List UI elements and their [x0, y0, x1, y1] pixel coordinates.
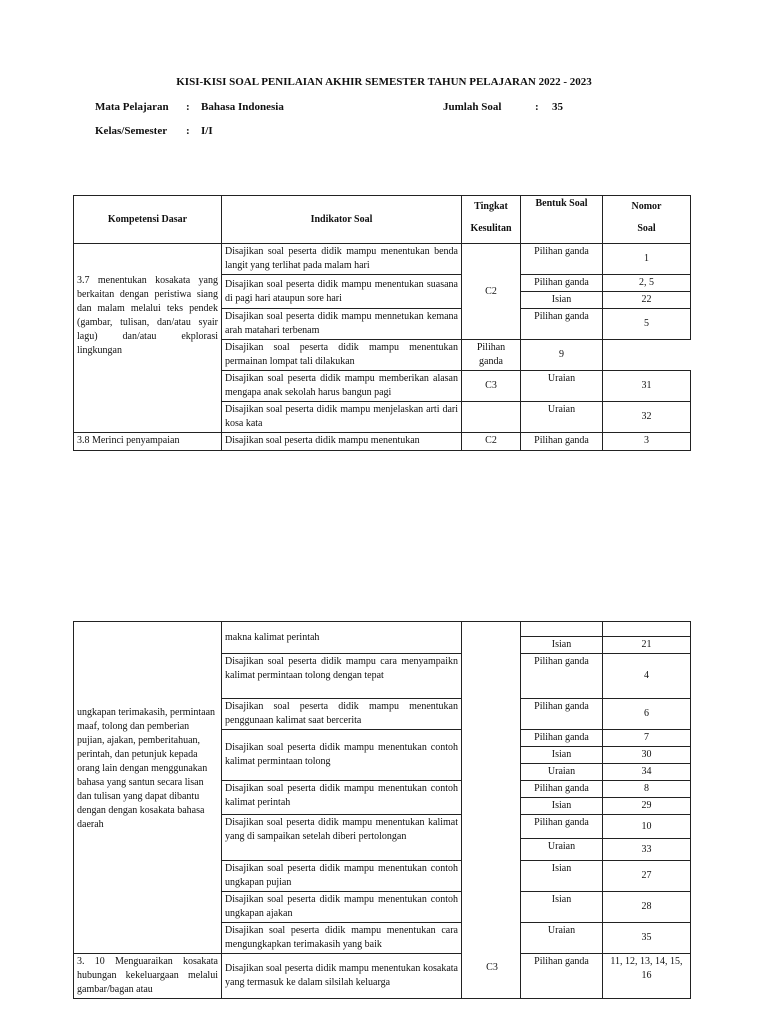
header-nomor: Nomor Soal [603, 196, 691, 244]
mapel-sep: : [186, 101, 190, 113]
nomor-cell: 35 [603, 923, 691, 954]
bentuk-cell: Isian [521, 637, 603, 654]
nomor-cell: 22 [603, 292, 691, 309]
nomor-cell: 10 [603, 815, 691, 839]
kd-3-8: 3.8 Merinci penyampaian [74, 433, 222, 451]
bentuk-cell: Isian [521, 892, 603, 923]
bentuk-cell: Pilihan ganda [521, 815, 603, 839]
indikator-cell: Disajikan soal peserta didik mampu menentukan penggunaan kalimat saat bercerita [222, 699, 462, 730]
bentuk-cell: Pilihan ganda [521, 954, 603, 999]
mapel-value: Bahasa Indonesia [201, 101, 284, 113]
bentuk-cell: Uraian [521, 923, 603, 954]
nomor-cell: 4 [603, 654, 691, 699]
bentuk-cell: Pilihan ganda [521, 433, 603, 451]
table-header-row [74, 196, 691, 244]
jumlah-label: Jumlah Soal [443, 101, 502, 113]
bentuk-cell: Uraian [521, 839, 603, 861]
kd-3-7: 3.7 menentukan kosakata yang berkaitan dengan peristiwa siang dan malam melalui teks pendek (gambar, tulisan, dan/atau syair lagu) dan/atau ekplorasi lingkungan [74, 244, 222, 433]
header-kd: Kompetensi Dasar [74, 196, 222, 244]
kisi-kisi-table-page2 [73, 621, 691, 999]
bentuk-cell: Pilihan ganda [521, 730, 603, 747]
indikator-cell: makna kalimat perintah [222, 622, 462, 654]
kelas-label: Kelas/Semester [95, 125, 168, 137]
nomor-cell: 8 [603, 781, 691, 798]
tingkat-cell: C2 [462, 433, 521, 451]
bentuk-cell: Isian [521, 861, 603, 892]
header-bentuk: Bentuk Soal [521, 196, 603, 244]
table-row [74, 244, 691, 275]
bentuk-cell: Uraian [521, 764, 603, 781]
bentuk-cell: Pilihan ganda [521, 275, 603, 292]
nomor-cell: 11, 12, 13, 14, 15, 16 [603, 954, 691, 999]
nomor-cell: 21 [603, 637, 691, 654]
bentuk-cell: Pilihan ganda [521, 654, 603, 699]
bentuk-cell [521, 622, 603, 637]
header-tingkat: Tingkat Kesulitan [462, 196, 521, 244]
indikator-cell: Disajikan soal peserta didik mampu menentukan permainan lompat tali dilakukan [222, 340, 462, 371]
bentuk-cell: Uraian [521, 371, 603, 402]
indikator-cell: Disajikan soal peserta didik mampu menentukan contoh kalimat perintah [222, 781, 462, 815]
indikator-cell: Disajikan soal peserta didik mampu menentukan suasana di pagi hari ataupun sore hari [222, 275, 462, 309]
nomor-cell: 34 [603, 764, 691, 781]
table-row [74, 433, 691, 451]
nomor-cell: 33 [603, 839, 691, 861]
tingkat-c3-page2: C3 [486, 962, 498, 973]
indikator-cell: Disajikan soal peserta didik mampu menentukan contoh ungkapan ajakan [222, 892, 462, 923]
tingkat-cell: C2 [462, 244, 521, 340]
nomor-cell: 27 [603, 861, 691, 892]
indikator-cell: Disajikan soal peserta didik mampu menentukan kosakata yang termasuk ke dalam silsilah keluarga [222, 954, 462, 999]
table-row [74, 622, 691, 637]
jumlah-value: 35 [552, 101, 563, 113]
nomor-cell: 5 [603, 309, 691, 340]
tingkat-cell [462, 402, 521, 433]
indikator-cell: Disajikan soal peserta didik mampu memberikan alasan mengapa anak sekolah harus bangun pagi [222, 371, 462, 402]
indikator-cell: Disajikan soal peserta didik mampu menentukan contoh kalimat permintaan tolong [222, 730, 462, 781]
nomor-cell: 31 [603, 371, 691, 402]
bentuk-cell: Pilihan ganda [462, 340, 521, 371]
tingkat-cell: C3 [462, 371, 521, 402]
indikator-cell: Disajikan soal peserta didik mampu menentukan contoh ungkapan pujian [222, 861, 462, 892]
nomor-cell: 3 [603, 433, 691, 451]
table-row [74, 954, 691, 999]
nomor-cell: 28 [603, 892, 691, 923]
bentuk-cell: Uraian [521, 402, 603, 433]
bentuk-cell: Isian [521, 747, 603, 764]
nomor-cell: 30 [603, 747, 691, 764]
kd-cont: ungkapan terimakasih, permintaan maaf, tolong dan pemberian pujian, ajakan, pemberitahuan, perintah, dan petunjuk kepada orang lain dengan menggunakan bahasa yang santun secara lisan dan tulisan yang dapat dibantu dengan dengan kosakata bahasa daerah [74, 622, 222, 954]
jumlah-sep: : [535, 101, 539, 113]
kd-3-10: 3. 10 Menguaraikan kosakata hubungan kekeluargaan melalui gambar/bagan atau [74, 954, 222, 999]
indikator-cell: Disajikan soal peserta didik mampu menentukan cara mengungkapkan terimakasih yang baik [222, 923, 462, 954]
document-title: KISI-KISI SOAL PENILAIAN AKHIR SEMESTER TAHUN PELAJARAN 2022 - 2023 [176, 76, 592, 88]
nomor-cell: 32 [603, 402, 691, 433]
bentuk-cell: Isian [521, 292, 603, 309]
kelas-value: I/I [201, 125, 213, 137]
indikator-cell: Disajikan soal peserta didik mampu menentukan benda langit yang terlihat pada malam hari [222, 244, 462, 275]
nomor-cell: 7 [603, 730, 691, 747]
bentuk-cell: Pilihan ganda [521, 699, 603, 730]
kisi-kisi-table-page1 [73, 195, 691, 451]
indikator-cell: Disajikan soal peserta didik mampu menentukan kalimat yang di sampaikan setelah diberi pertolongan [222, 815, 462, 861]
nomor-cell: 1 [603, 244, 691, 275]
kelas-sep: : [186, 125, 190, 137]
nomor-cell: 29 [603, 798, 691, 815]
mapel-label: Mata Pelajaran [95, 101, 169, 113]
bentuk-cell: Pilihan ganda [521, 309, 603, 340]
bentuk-cell: Pilihan ganda [521, 781, 603, 798]
indikator-cell: Disajikan soal peserta didik mampu menentukan [222, 433, 462, 451]
tingkat-cell [462, 622, 521, 999]
indikator-cell: Disajikan soal peserta didik mampu cara menyampaikn kalimat permintaan tolong dengan tepat [222, 654, 462, 699]
indikator-cell: Disajikan soal peserta didik mampu menjelaskan arti dari kosa kata [222, 402, 462, 433]
bentuk-cell: Isian [521, 798, 603, 815]
nomor-cell: 2, 5 [603, 275, 691, 292]
bentuk-cell: Pilihan ganda [521, 244, 603, 275]
header-indikator: Indikator Soal [222, 196, 462, 244]
indikator-cell: Disajikan soal peserta didik mampu mennetukan kemana arah matahari terbenam [222, 309, 462, 340]
nomor-cell: 6 [603, 699, 691, 730]
nomor-cell [603, 622, 691, 637]
nomor-cell: 9 [521, 340, 603, 371]
